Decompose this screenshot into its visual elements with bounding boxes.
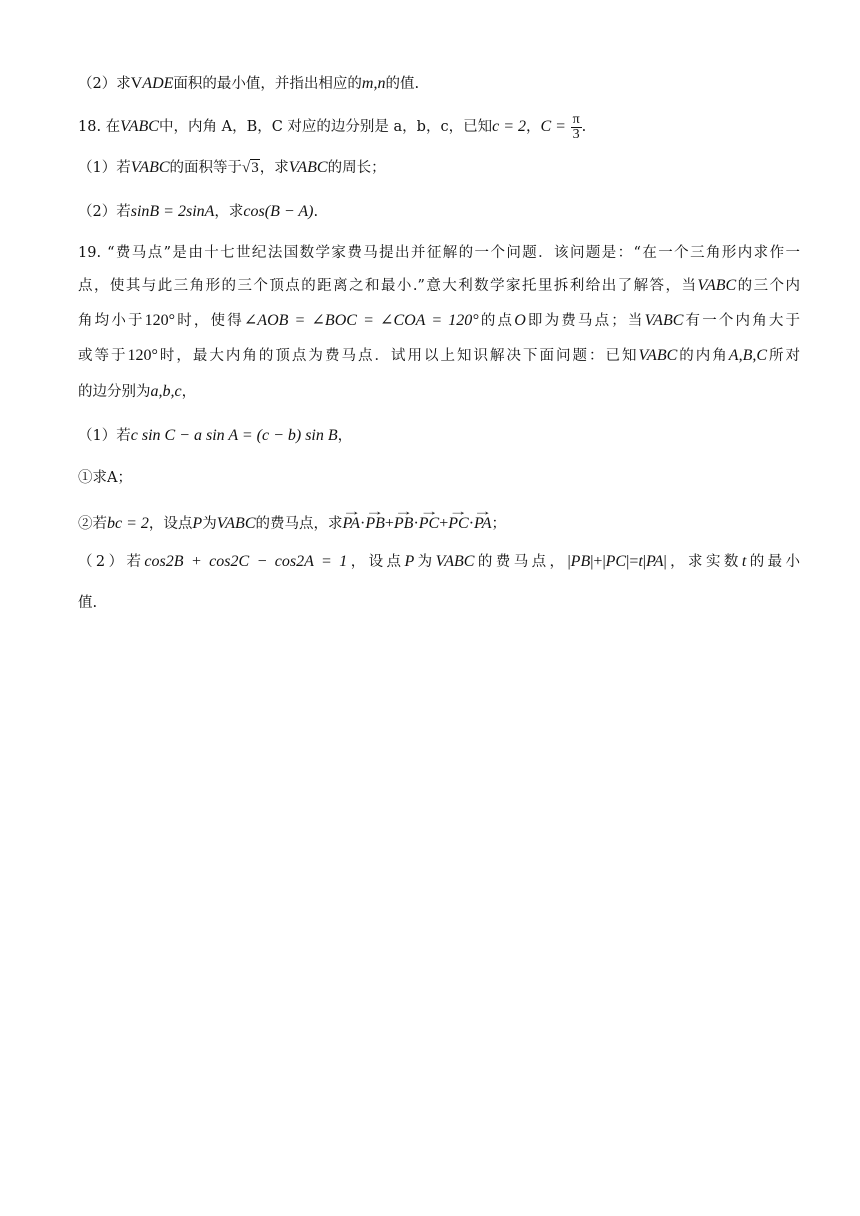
- q19-s2-end: ；: [491, 516, 507, 532]
- q18-p1-text: 的面积等于: [169, 160, 243, 176]
- q18-number: 18.: [78, 119, 102, 135]
- q19-p1-equation: c sin C − a sin A = (c − b) sin B: [130, 427, 338, 444]
- q19-triangle-1: VABC: [697, 277, 737, 294]
- q19-sub2: ②若bc = 2，设点P为VABC的费马点，求→ PA·→ PB+→ PB·→ PC+→ PC·→ PA；: [78, 506, 800, 538]
- vector-PB: → PB: [365, 506, 385, 538]
- q18-text-2: 中，内角 A，B，C 对应的边分别是 a，b，c，已知: [158, 119, 493, 135]
- q18-p2-equation: sinB = 2sinA: [130, 203, 215, 220]
- q19-sub1-text: ①求A；: [78, 470, 132, 486]
- q19-s2-point: P: [192, 515, 203, 532]
- q18-p2-text: ，求: [214, 204, 244, 220]
- sqrt-radicand: 3: [251, 160, 259, 176]
- fraction-numerator: π: [572, 111, 580, 127]
- q19-text-4c: 的内角: [677, 348, 729, 364]
- q18-text-1: 在: [105, 119, 121, 135]
- vector-PA: → PA: [343, 506, 360, 538]
- var-t-2: t: [741, 553, 747, 570]
- q19-triangle-2: VABC: [644, 312, 684, 329]
- q19-p2-text-4: ，求实数: [666, 554, 742, 570]
- q18-p1-triangle-2: VABC: [288, 159, 328, 176]
- q19-line-3: [78, 310, 800, 332]
- q19-text-4d: 所对: [767, 348, 801, 364]
- fraction-denominator: 3: [572, 126, 580, 142]
- q18-cond-C: C =: [540, 118, 566, 135]
- q19-sub1: [78, 467, 800, 489]
- q18-p1-triangle: VABC: [130, 159, 170, 176]
- q18-p2-expr: cos(B − A): [243, 203, 314, 220]
- q19-text-2b: 的三个内: [736, 278, 801, 294]
- q19-triangle-3: VABC: [638, 347, 678, 364]
- q18-part1: [78, 157, 800, 179]
- q19-line-1: [78, 242, 800, 264]
- q19-text-3b: 时，使得: [175, 313, 244, 329]
- q17-vars: m,n: [361, 75, 386, 92]
- vector-PA-2: → PA: [474, 506, 491, 538]
- q19-s2-text-1: ，设点: [148, 516, 193, 532]
- q19-p2-text-2: 为: [414, 554, 436, 570]
- q18-sep: ，: [526, 119, 541, 135]
- q19-s2-eq: bc = 2: [107, 515, 149, 532]
- vector-PC-2: → PC: [448, 506, 468, 538]
- abs-PC: |PC|: [602, 553, 630, 570]
- q19-s2-text-2: 为: [202, 516, 217, 532]
- triangle-symbol: V: [130, 75, 143, 92]
- q19-line-4: [78, 345, 800, 367]
- q18-part2: [78, 201, 800, 223]
- q17-end: 的值.: [385, 76, 420, 92]
- q19-angle-equation: ∠AOB = ∠BOC = ∠COA = 120°: [243, 312, 479, 329]
- q18-p2-end: .: [313, 204, 319, 220]
- q19-s2-triangle: VABC: [216, 515, 256, 532]
- q19-text-5a: 的边分别为: [78, 384, 151, 400]
- q19-text-1: “费马点”是由十七世纪法国数学家费马提出并征解的一个问题．该问题是：“在一个三角形内求作一: [107, 245, 800, 261]
- q19-p2-text-3: 的费马点，: [474, 554, 568, 570]
- triangle-name: ADE: [142, 75, 174, 92]
- abs-PA-text: PA: [646, 553, 664, 570]
- q18-p1-label: （1）若: [78, 160, 131, 176]
- q19-p2-text-5: 的最小: [746, 554, 801, 570]
- q19-text-4a: 或等于: [78, 348, 128, 364]
- q17-part2-text: 面积的最小值，并指出相应的: [173, 76, 362, 92]
- abs-PA: |PA|: [642, 553, 667, 570]
- q19-degree-2: 120°: [127, 347, 158, 364]
- q18-p2-label: （2）若: [78, 204, 131, 220]
- q19-s2-label: ②若: [78, 516, 107, 532]
- sqrt-3: √3: [242, 160, 259, 176]
- q18-fraction: [571, 113, 582, 142]
- q19-part2-line-2: [78, 592, 800, 614]
- q19-text-4b: 时，最大内角的顶点为费马点．试用以上知识解决下面问题：已知: [157, 348, 639, 364]
- q19-part1: [78, 425, 800, 447]
- q17-part2-label: （2）求: [78, 76, 131, 92]
- q19-text-3e: 有一个内角大于: [683, 313, 801, 329]
- q19-p2-equation: cos2B + cos2C − cos2A = 1: [144, 553, 348, 570]
- q19-p2-text-6: 值.: [78, 595, 98, 611]
- q19-p2-label: （2）若: [78, 554, 145, 570]
- vector-PB-2: → PB: [394, 506, 414, 538]
- q19-number: 19.: [78, 245, 102, 261]
- q19-text-3c: 的点: [478, 313, 515, 329]
- q18-stem: [78, 111, 800, 143]
- q19-part2: （2）若cos2B + cos2C − cos2A = 1，设点P为VABC的费马点，|PB|+|PC|=t|PA|，求实数t的最小: [78, 553, 801, 570]
- q19-text-5b: ，: [181, 384, 197, 400]
- q19-degree-1: 120°: [144, 312, 176, 329]
- abs-PC-text: PC: [605, 553, 627, 570]
- q19-sides: a,b,c: [150, 383, 182, 400]
- q19-angles: A,B,C: [728, 347, 768, 364]
- q17-part2: [78, 73, 800, 95]
- vector-PC: → PC: [419, 506, 439, 538]
- q19-text-2a: 点，使其与此三角形的三个顶点的距离之和最小.”意大利数学家托里拆利给出了解答，当: [78, 278, 698, 294]
- q18-cond-c: c = 2: [492, 118, 526, 135]
- q19-text-3d: 即为费马点；当: [525, 313, 645, 329]
- q19-p2-triangle: VABC: [435, 553, 475, 570]
- q18-triangle: VABC: [120, 118, 159, 135]
- q19-text-3a: 角均小于: [78, 313, 145, 329]
- var-t-1: t: [638, 553, 643, 570]
- abs-PB: |PB|: [567, 553, 594, 570]
- q18-p1-text-3: 的周长；: [327, 160, 386, 176]
- q19-line-2: [78, 275, 800, 297]
- abs-PB-text: PB: [570, 553, 591, 570]
- q19-point-O: O: [514, 312, 526, 329]
- q18-p1-text-2: ，求: [259, 160, 289, 176]
- q19-p1-end: ，: [337, 428, 353, 444]
- q19-p1-label: （1）若: [78, 428, 131, 444]
- q19-line-5: [78, 381, 800, 403]
- q19-p2-text-1: ，设点: [347, 554, 405, 570]
- q18-end: .: [581, 119, 587, 135]
- q19-s2-text-3: 的费马点，求: [255, 516, 343, 532]
- q19-p2-point: P: [404, 553, 415, 570]
